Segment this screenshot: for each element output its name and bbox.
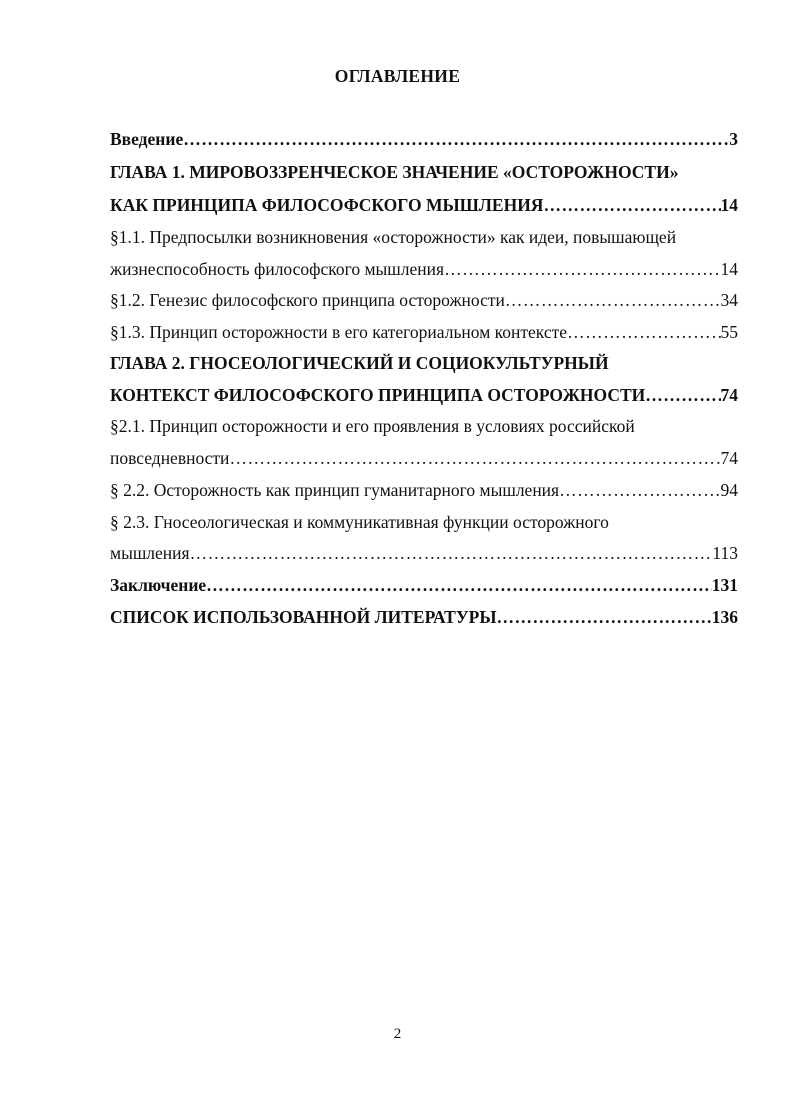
toc-entry-introduction: [110, 127, 738, 151]
toc-entry-text: мышления: [110, 543, 190, 563]
toc-entry-section-1-1-cont: [110, 257, 738, 281]
toc-entry-page: 74: [720, 448, 738, 468]
toc-entry-section-1-2: [110, 288, 738, 312]
toc-entry-text: СПИСОК ИСПОЛЬЗОВАННОЙ ЛИТЕРАТУРЫ: [110, 607, 497, 627]
toc-entry-page: 131: [711, 575, 738, 595]
toc-entry-section-1-3: [110, 320, 738, 344]
toc-entry-section-2-3: [110, 510, 738, 534]
toc-entry-text: § 2.3. Гносеологическая и коммуникативная функции осторожного: [110, 512, 609, 532]
toc-entry-page: 34: [720, 290, 738, 310]
toc-entry-text: § 2.2. Осторожность как принцип гуманитарного мышления: [110, 480, 560, 500]
toc-leader-dots: [444, 257, 720, 281]
toc-leader-dots: [206, 573, 712, 597]
toc-leader-dots: [183, 127, 729, 151]
toc-entry-section-1-1: [110, 225, 738, 249]
toc-entry-page: 14: [720, 195, 738, 215]
toc-entry-bibliography: [110, 605, 738, 629]
toc-entry-text: ГЛАВА 2. ГНОСЕОЛОГИЧЕСКИЙ И СОЦИОКУЛЬТУРНЫЙ: [110, 353, 609, 373]
toc-leader-dots: [229, 446, 720, 470]
toc-entry-section-2-1: [110, 414, 738, 438]
toc-entry-page: 136: [711, 607, 738, 627]
toc-entry-text: §1.2. Генезис философского принципа осторожности: [110, 290, 505, 310]
toc-heading: ОГЛАВЛЕНИЕ: [334, 66, 461, 86]
toc-entry-text: жизнеспособность философского мышления: [110, 259, 445, 279]
toc-entry-text: §2.1. Принцип осторожности и его проявления в условиях российской: [110, 416, 635, 436]
toc-entry-conclusion: [110, 573, 738, 597]
toc-entry-section-2-1-cont: [110, 446, 738, 470]
toc-entry-text: КОНТЕКСТ ФИЛОСОФСКОГО ПРИНЦИПА ОСТОРОЖНОСТИ: [110, 385, 646, 405]
toc-leader-dots: [559, 478, 720, 502]
toc-leader-dots: [505, 288, 721, 312]
toc-entry-text: Заключение: [110, 575, 207, 595]
toc-entry-text: Введение: [110, 129, 184, 149]
toc-entry-page: 74: [720, 385, 738, 405]
toc-leader-dots: [567, 320, 720, 344]
toc-entry-page: 55: [720, 322, 738, 342]
toc-entry-text: §1.3. Принцип осторожности в его категориальном контексте: [110, 322, 568, 342]
toc-entry-text: §1.1. Предпосылки возникновения «осторожности» как идеи, повышающей: [110, 227, 677, 247]
toc-entry-chapter-2: [110, 351, 738, 375]
toc-entry-section-2-3-cont: [110, 541, 738, 565]
toc-entry-chapter-1-cont: [110, 193, 738, 217]
toc-entry-chapter-1: [110, 160, 738, 184]
toc-entry-text: повседневности: [110, 448, 230, 468]
toc-entry-chapter-2-cont: [110, 383, 738, 407]
toc-entry-section-2-2: [110, 478, 738, 502]
toc-entry-page: 14: [720, 259, 738, 279]
toc-entry-text: ГЛАВА 1. МИРОВОЗЗРЕНЧЕСКОЕ ЗНАЧЕНИЕ «ОСТОРОЖНОСТИ»: [110, 162, 679, 182]
page-number: 2: [393, 1026, 402, 1042]
toc-leader-dots: [645, 383, 720, 407]
toc-leader-dots: [497, 605, 712, 629]
toc-leader-dots: [543, 193, 720, 217]
toc-entry-text: КАК ПРИНЦИПА ФИЛОСОФСКОГО МЫШЛЕНИЯ: [110, 195, 544, 215]
toc-leader-dots: [190, 541, 713, 565]
toc-entry-page: 3: [729, 129, 738, 149]
toc-entry-page: 113: [712, 543, 738, 563]
toc-entry-page: 94: [720, 480, 738, 500]
